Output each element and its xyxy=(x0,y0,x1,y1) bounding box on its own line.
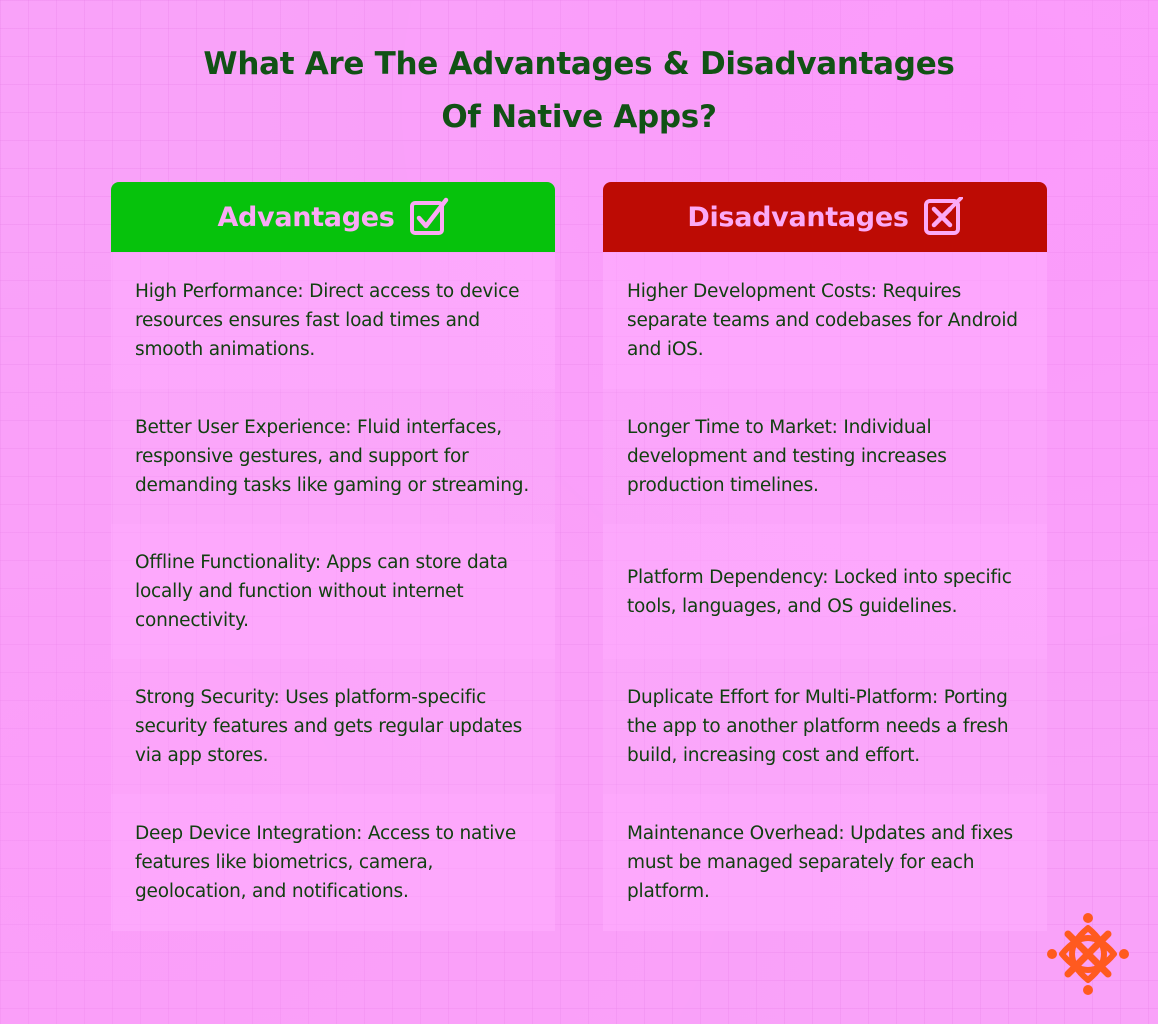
disadvantage-item: Maintenance Overhead: Updates and fixes must be managed separately for each platform. xyxy=(603,794,1047,931)
disadvantage-item: Duplicate Effort for Multi-Platform: Porting the app to another platform needs a fresh build, increasing cost and effort. xyxy=(603,659,1047,794)
disadvantage-item: Longer Time to Market: Individual development and testing increases production timelines. xyxy=(603,389,1047,524)
advantages-header xyxy=(111,182,555,252)
checkbox-x-icon xyxy=(923,197,963,237)
advantage-item: Strong Security: Uses platform-specific security features and gets regular updates via app stores. xyxy=(111,659,555,794)
disadvantage-item: Platform Dependency: Locked into specific tools, languages, and OS guidelines. xyxy=(603,524,1047,659)
advantage-item: High Performance: Direct access to device resources ensures fast load times and smooth animations. xyxy=(111,252,555,389)
advantages-list xyxy=(111,252,555,931)
disadvantage-item: Higher Development Costs: Requires separate teams and codebases for Android and iOS. xyxy=(603,252,1047,389)
page-title xyxy=(0,38,1158,144)
disadvantages-header xyxy=(603,182,1047,252)
advantages-column xyxy=(111,182,555,931)
disadvantages-column xyxy=(603,182,1047,931)
page-title-line-1: What Are The Advantages & Disadvantages xyxy=(203,46,955,82)
brand-logo-icon xyxy=(1046,912,1130,996)
checkbox-check-icon xyxy=(409,197,449,237)
page-title-line-2: Of Native Apps? xyxy=(441,99,717,135)
advantages-heading: Advantages xyxy=(217,201,395,233)
advantage-item: Better User Experience: Fluid interfaces, responsive gestures, and support for demanding tasks like gaming or streaming. xyxy=(111,389,555,524)
disadvantages-heading: Disadvantages xyxy=(687,201,909,233)
disadvantages-list xyxy=(603,252,1047,931)
advantage-item: Offline Functionality: Apps can store data locally and function without internet connectivity. xyxy=(111,524,555,659)
advantage-item: Deep Device Integration: Access to native features like biometrics, camera, geolocation, and notifications. xyxy=(111,794,555,931)
